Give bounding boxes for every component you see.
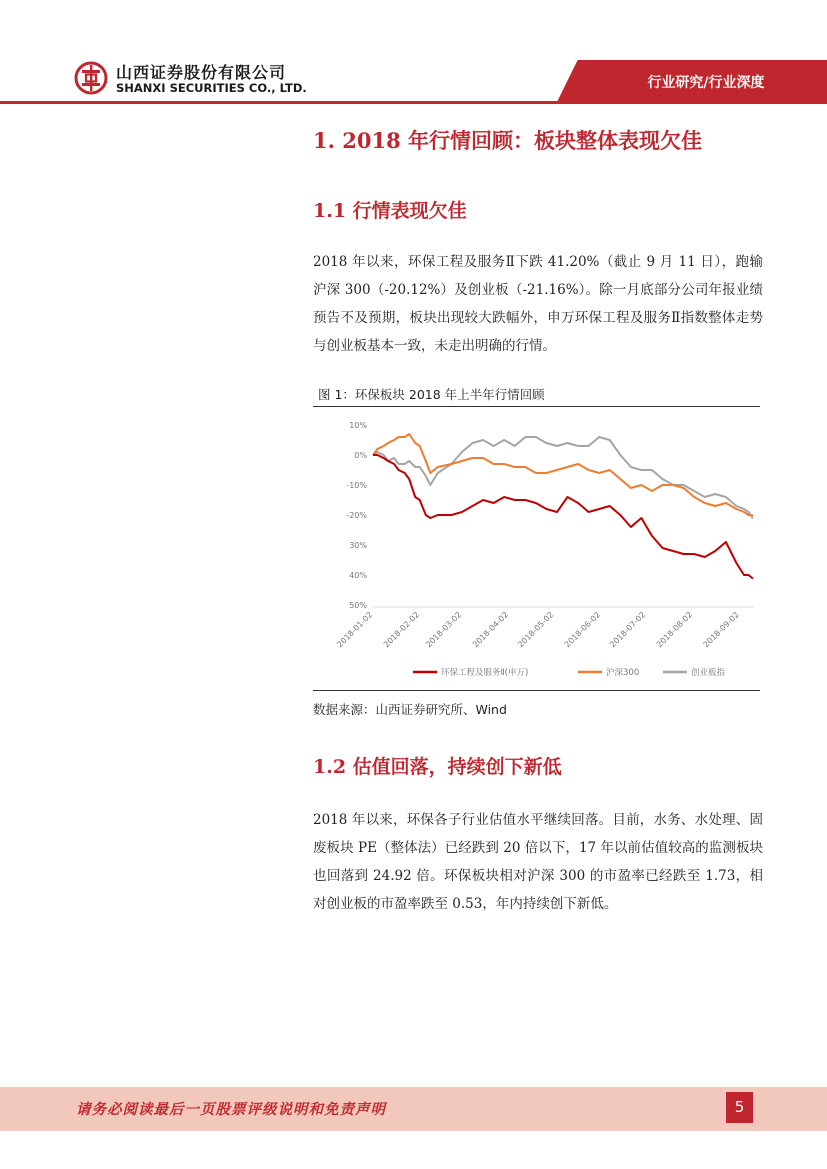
section-1-title: 1. 2018 年行情回顾：板块整体表现欠佳: [313, 128, 702, 153]
legend-label: 沪深300: [606, 668, 640, 678]
series-line: [373, 437, 753, 519]
x-tick-label: 2018-03-02: [424, 610, 464, 650]
footer-disclaimer: 请务必阅读最后一页股票评级说明和免责声明: [76, 1101, 386, 1118]
paragraph-text: 2018 年以来，环保各子行业估值水平继续回落。目前，水务、水处理、固废板块 PE（整体法）已经跌到 20 倍以下，17 年以前估值较高的监测板块也回落到 24.92 倍。环保板块相对沪深 300 的市盈率已经跌至 1.73，相对创业板的市盈率跌至 0.53，年内持续创下新低。: [313, 812, 763, 912]
x-axis: [335, 607, 753, 649]
x-tick-label: 2018-04-02: [470, 610, 511, 650]
x-tick-label: 2018-08-02: [654, 610, 695, 650]
report-category: 行业研究/行业深度: [647, 75, 765, 91]
figure-1-source: 数据来源：山西证券研究所、Wind: [313, 702, 507, 717]
x-tick-label: 2018-06-02: [562, 610, 603, 650]
figure-bottom-rule: [313, 690, 760, 691]
y-tick-label: -20%: [346, 511, 367, 520]
section-1-2-title: 1.2 估值回落，持续创下新低: [313, 756, 562, 778]
section-1-1-paragraph: [313, 248, 763, 360]
section-1-2-paragraph: [313, 806, 763, 918]
y-tick-label: 10%: [349, 421, 367, 430]
x-tick-label: 2018-01-02: [335, 610, 375, 650]
x-tick-label: 2018-05-02: [516, 610, 556, 650]
section-1-1-title: 1.1 行情表现欠佳: [313, 200, 467, 222]
company-name-en: SHANXI SECURITIES CO., LTD.: [116, 81, 307, 95]
company-logo-icon: [74, 61, 108, 95]
y-tick-label: 30%: [349, 541, 367, 550]
line-chart: [313, 410, 760, 692]
x-tick-label: 2018-02-02: [381, 610, 422, 650]
header-rule: [0, 101, 827, 104]
page-number: 5: [726, 1092, 753, 1123]
chart-legend: [413, 667, 726, 678]
y-tick-label: 50%: [349, 601, 367, 610]
y-tick-label: -10%: [346, 481, 367, 490]
legend-label: 创业板指: [691, 668, 726, 678]
company-name-cn: 山西证券股份有限公司: [116, 63, 287, 82]
legend-label: 环保工程及服务Ⅱ(申万): [441, 668, 529, 678]
figure-top-rule: [313, 406, 760, 407]
figure-1-title: 图 1：环保板块 2018 年上半年行情回顾: [318, 387, 545, 402]
y-axis: [346, 421, 367, 610]
x-tick-label: 2018-07-02: [608, 610, 648, 650]
y-tick-label: 0%: [354, 451, 367, 460]
paragraph-text: 2018 年以来，环保工程及服务Ⅱ下跌 41.20%（截止 9 月 11 日），跑输沪深 300（-20.12%）及创业板（-21.16%）。除一月底部分公司年报业绩预告不及预期，板块出现较大跌幅外，申万环保工程及服务Ⅱ指数整体走势与创业板基本一致，未走出明确的行情。: [313, 254, 763, 354]
chart-series-lines: [373, 434, 753, 579]
y-tick-label: 40%: [349, 571, 367, 580]
x-tick-label: 2018-09-02: [701, 610, 741, 650]
